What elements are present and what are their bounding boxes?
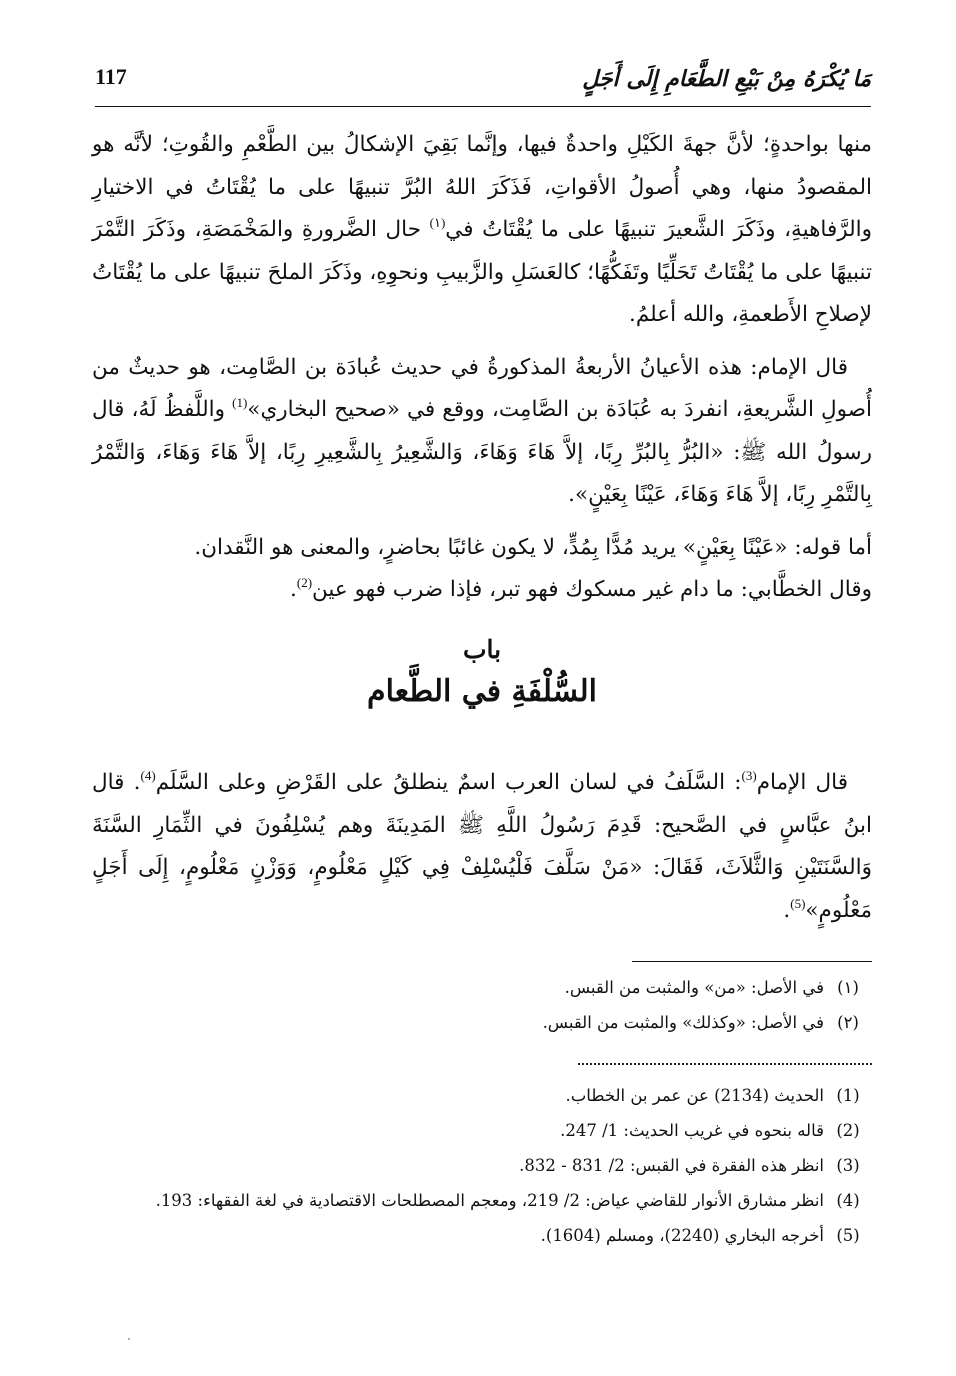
footnote-text: الحديث (2134) عن عمر بن الخطاب. [565, 1086, 824, 1105]
paragraph-1-text: منها بواحدةٍ؛ لأنَّ جهةَ الكَيْلِ واحدةٌ فيها، وإنَّما بَقِيَ الإشكالُ بين الطَّعْمِ والقُوتِ؛ لأنَّه هو المقصودُ منها، وهي أُصولُ الأقواتِ، فَذَكَرَ اللهُ البُرَّ تنبيهًا على ما يُقْتَاتُ في الاختيارِ والرَّفاهيةِ، وذَكَرَ الشَّعيرَ تنبيهًا على ما يُقْتَاتُ في [92, 132, 873, 242]
footnote-number: (٢) [837, 1013, 859, 1032]
footnotes-editor [90, 1080, 872, 1255]
page-header [95, 60, 871, 107]
paragraph-3-line-1: أما قوله: «عَيْنًا بِعَيْنٍ» يريد مُدًّا بِمُدٍّ، لا يكون غائبًا بحاضرٍ، والمعنى هو النَّقدان. [194, 534, 872, 560]
footnote-number: (4) [836, 1191, 860, 1210]
footnote-separator [632, 961, 872, 962]
chapter-title: السُّلْفَةِ في الطَّعام [367, 674, 597, 709]
footnote-number: (3) [836, 1156, 860, 1175]
paragraph-3-line-2: وقال الخطَّابي: ما دام غير مسكوك فهو تبر، فإذا ضرب فهو عين [312, 577, 872, 602]
chapter-label: باب [462, 635, 502, 664]
footnote-ref[interactable]: (3) [741, 768, 757, 783]
footnote-item [90, 1080, 872, 1111]
paragraph-3-end: . [290, 577, 297, 602]
footnote-text: في الأصل: «وكذلك» والمثبت من القبس. [542, 1013, 824, 1032]
footnote-item [90, 1150, 872, 1181]
footnote-ref[interactable]: (2) [296, 575, 313, 590]
footnote-item [90, 1185, 872, 1216]
paragraph-4-text-c: . قال ابنُ عبَّاسٍ في الصَّحيح: قَدِمَ رَسُولُ اللَّهِ ﷺ المَدِينَةَ وهم يُسْلِفُونَ في الثِّمَارِ السَّنَةَ وَالسَّنَتَيْنِ وَالثَّلاَثَ، فَقَالَ: «مَنْ سَلَّفَ فَلْيُسْلِفْ فِي كَيْلٍ مَعْلُومٍ، وَوَزْنٍ مَعْلُومٍ، إِلَى أَجَلٍ مَعْلُومٍ» [92, 770, 872, 923]
footnote-ref[interactable]: (4) [140, 768, 156, 783]
footnote-number: (5) [836, 1226, 860, 1245]
paragraph-1 [92, 124, 872, 337]
paragraph-1-continued: حال الضَّرورةِ والمَخْمَصَةِ، وذَكَرَ التَّمْرَ تنبيهًا على ما يُقْتَاتُ تَحَلِّيًا وتَفَكُّهًا؛ كالعَسَلِ والزَّبيبِ ونحوِهِ، وذَكَرَ الملحَ تنبيهًا على ما يُقْتَاتُ لإصلاحِ الأَطعمةِ، والله أعلمُ. [92, 217, 872, 327]
footnote-number: (1) [836, 1086, 860, 1105]
footnote-dotted-separator [578, 1063, 872, 1065]
paragraph-2 [92, 347, 872, 517]
main-text-lower [92, 762, 872, 932]
footnote-ref[interactable]: (1) [232, 395, 248, 410]
scan-speck [128, 1338, 130, 1340]
running-title: مَا يُكْرَهُ مِنْ بَيْعِ الطَّعَامِ إِلَى أَجَلٍ [582, 66, 871, 92]
main-text-upper [92, 124, 872, 612]
footnotes-manuscript [90, 972, 872, 1042]
footnote-item [90, 1007, 872, 1038]
paragraph-2-continued: واللَّفظُ لَهُ، قال رسولُ الله ﷺ: «البُرُّ بِالبُرِّ رِبًا، إلاَّ هَاءَ وَهَاءَ، وَالشَّعِيرُ بِالشَّعِيرِ رِبًا، إلاَّ هَاءَ وَهَاءَ، وَالتَّمْرُ بِالتَّمْرِ رِبًا، إلاَّ هَاءَ وَهَاءَ، عَيْنًا بِعَيْنٍ». [92, 397, 872, 507]
footnote-ref[interactable]: (١) [429, 215, 446, 230]
footnote-item [90, 1220, 872, 1251]
paragraph-2-text: قال الإمام: هذه الأعيانُ الأربعةُ المذكورةُ في حديث عُبادَة بن الصَّامِت، هو حديثٌ من أُصولِ الشَّريعةِ، انفردَ به عُبَادَة بن الصَّامِت، ووقع في «صحيح البخاري» [92, 354, 872, 422]
footnote-text: في الأصل: «من» والمثبت من القبس. [564, 978, 824, 997]
footnote-ref[interactable]: (5) [790, 895, 806, 911]
footnote-text: قاله بنحوه في غريب الحديث: 1/ 247. [560, 1121, 824, 1140]
footnote-text: انظر مشارق الأنوار للقاضي عياض: 2/ 219، ومعجم المصطلحات الاقتصادية في لغة الفقهاء: 193. [155, 1191, 824, 1210]
paragraph-4 [92, 762, 872, 932]
paragraph-4-end: . [783, 897, 791, 923]
paragraph-4-text-b: : السَّلَفُ في لسان العرب اسمٌ ينطلقُ على القَرْضِ وعلى السَّلَم [155, 770, 742, 795]
footnote-number: (١) [837, 978, 859, 997]
page-number: 117 [95, 64, 127, 89]
section-heading [92, 630, 872, 714]
footnote-text: انظر هذه الفقرة في القبس: 2/ 831 - 832. [519, 1156, 824, 1175]
paragraph-4-text-a: قال الإمام [756, 770, 848, 795]
footnote-item [90, 972, 872, 1003]
paragraph-3 [92, 527, 872, 612]
footnote-text: أخرجه البخاري (2240)، ومسلم (1604). [540, 1226, 824, 1245]
footnote-item [90, 1115, 872, 1146]
footnote-number: (2) [836, 1121, 860, 1140]
